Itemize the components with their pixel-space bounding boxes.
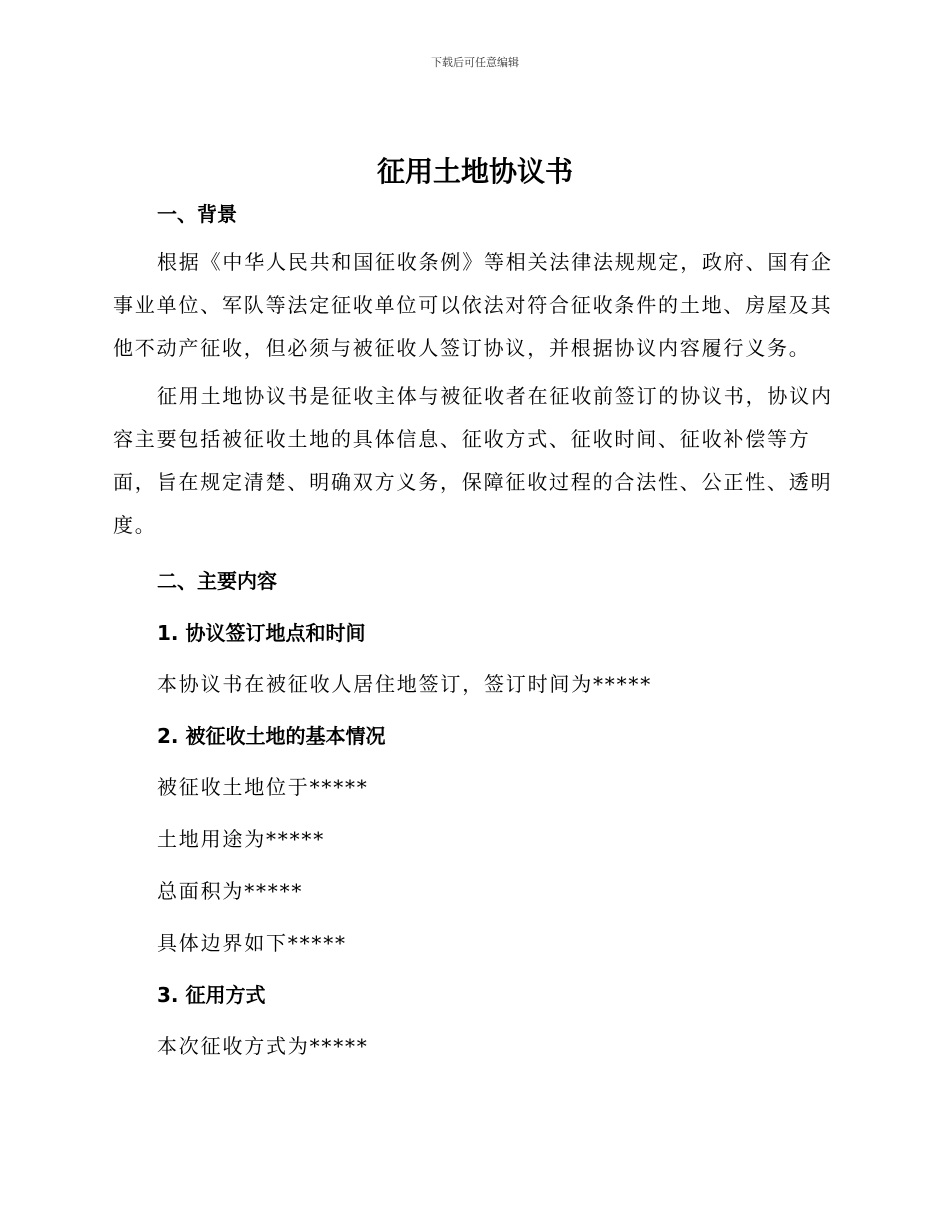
land-usage-text: 土地用途为***** xyxy=(157,827,325,851)
land-area-text: 总面积为***** xyxy=(157,879,304,903)
section-heading-main-content: 二、主要内容 xyxy=(157,569,277,593)
method-text: 本次征收方式为***** xyxy=(157,1034,369,1058)
subsection-heading-land-info: 2. 被征收土地的基本情况 xyxy=(157,724,386,748)
subsection-heading-signing: 1. 协议签订地点和时间 xyxy=(157,621,366,645)
signing-text: 本协议书在被征收人居住地签订，签订时间为***** xyxy=(157,672,652,696)
section-heading-background: 一、背景 xyxy=(157,202,237,226)
land-boundary-text: 具体边界如下***** xyxy=(157,931,347,955)
subsection-heading-method: 3. 征用方式 xyxy=(157,983,266,1007)
page-header-note: 下载后可任意编辑 xyxy=(431,56,519,69)
background-paragraph-2: 征用土地协议书是征收主体与被征收者在征收前签订的协议书，协议内容主要包括被征收土地的具体信息、征收方式、征收时间、征收补偿等方面，旨在规定清楚、明确双方义务，保障征收过程的合法性、公正性、透明度。 xyxy=(113,384,833,537)
background-paragraph-1: 根据《中华人民共和国征收条例》等相关法律法规规定，政府、国有企事业单位、军队等法定征收单位可以依法对符合征收条件的土地、房屋及其他不动产征收，但必须与被征收人签订协议，并根据协议内容履行义务。 xyxy=(113,250,833,360)
land-location-text: 被征收土地位于***** xyxy=(157,775,369,799)
document-title: 征用土地协议书 xyxy=(376,155,573,188)
